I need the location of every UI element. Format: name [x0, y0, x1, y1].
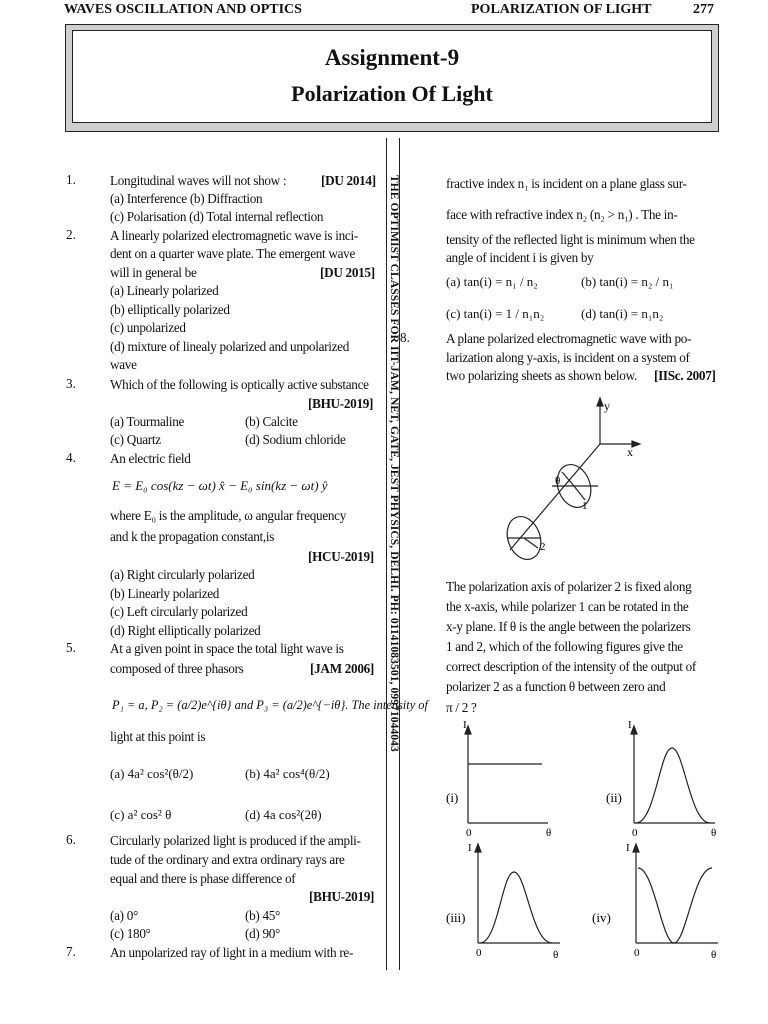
q8-para-line6: polarizer 2 as a function θ between zero and: [446, 679, 666, 694]
y-axis-arrow: [597, 398, 603, 406]
graph-iii-I-label: I: [468, 842, 472, 854]
graph-i-zero: 0: [466, 827, 472, 839]
q4-text: An electric field: [110, 451, 191, 466]
polarizer-1-axis: [562, 472, 574, 486]
q8-para-line2: the x-axis, while polarizer 1 can be rotated in the: [446, 599, 689, 614]
q8-line3: two polarizing sheets as shown below.: [446, 368, 637, 383]
q2-tag: [DU 2015]: [320, 265, 375, 280]
y-axis-label: y: [604, 399, 610, 413]
q8-tag: [IISc. 2007]: [654, 368, 716, 383]
polarizer-2-axis-b: [524, 538, 538, 548]
graph-iii-curve: [480, 872, 552, 943]
q1-tag: [DU 2014]: [321, 173, 376, 188]
q6-line3: equal and there is phase difference of: [110, 871, 296, 886]
q8-line1: A plane polarized electromagnetic wave with po-: [446, 331, 692, 346]
q4-tag: [HCU-2019]: [308, 549, 374, 564]
q2-option-d-cont: wave: [110, 357, 137, 372]
q2-option-b: (b) elliptically polarized: [110, 302, 230, 317]
q6-option-a: (a) 0°: [110, 908, 139, 923]
sidebar-text: THE OPTIMIST CLASSES FOR IIT-JAM, NET, GATE, JEST PHYSICS, DELHI. PH: 01141083501, 09971044043: [388, 175, 400, 752]
q2-option-a: (a) Linearly polarized: [110, 283, 219, 298]
q5-number: 5.: [66, 640, 76, 655]
graph-ii-label: (ii): [606, 790, 622, 805]
x-axis-arrow: [632, 441, 640, 447]
q2-line3: will in general be: [110, 265, 197, 280]
q2-number: 2.: [66, 227, 76, 242]
q5-option-c: (c) a² cos² θ: [110, 807, 172, 822]
graph-iv-y-arrow: [633, 844, 639, 852]
title-box: [65, 24, 719, 132]
q2-option-c: (c) unpolarized: [110, 320, 186, 335]
assignment-subtitle: Polarization Of Light: [291, 81, 493, 106]
graph-iv-label: (iv): [592, 910, 611, 925]
running-header-right: POLARIZATION OF LIGHT: [471, 2, 652, 17]
q4-option-a: (a) Right circularly polarized: [110, 567, 255, 582]
q3-option-d: (d) Sodium chloride: [245, 432, 346, 447]
q4-equation: E = E₀ cos(kz − ωt) x̂ − E₀ sin(kz − ωt) ŷ: [112, 478, 328, 493]
q3-option-a: (a) Tourmaline: [110, 414, 185, 429]
graph-i-I-label: I: [463, 719, 467, 731]
graph-ii-zero: 0: [632, 827, 638, 839]
q8-line2: larization along y-axis, is incident on a system of: [446, 350, 690, 365]
graph-i-label: (i): [446, 790, 459, 805]
graph-iv-curve: [638, 868, 712, 943]
graph-iii-label: (iii): [446, 910, 466, 925]
q3-option-c: (c) Quartz: [110, 432, 161, 447]
q5-option-a: (a) 4a² cos²(θ/2): [110, 766, 194, 781]
graph-iv-I-label: I: [626, 842, 630, 854]
q1-text: Longitudinal waves will not show :: [110, 173, 287, 188]
polarizer-1-axis-b: [574, 486, 585, 500]
q5-line1: At a given point in space the total light wave is: [110, 641, 344, 656]
q2-option-d: (d) mixture of linealy polarized and unpolarized: [110, 339, 349, 354]
intensity-graphs: [440, 718, 740, 968]
q5-line3: light at this point is: [110, 729, 206, 744]
q7-line1: An unpolarized ray of light in a medium with re-: [110, 945, 354, 960]
q8-number: 8.: [400, 330, 410, 345]
q8-para-line7: π / 2 ?: [446, 700, 477, 715]
graph-ii-y-arrow: [631, 726, 637, 734]
q4-where-line1: where E₀ is the amplitude, ω angular frequency: [110, 508, 347, 523]
q7-cont-line3: tensity of the reflected light is minimum when the: [446, 232, 695, 247]
polarizer-diagram: [490, 392, 670, 572]
assignment-title: Assignment-9: [324, 45, 460, 70]
x-axis-label: x: [627, 445, 633, 459]
theta-label: θ: [555, 475, 561, 487]
polarizer-1-label: 1: [582, 500, 588, 512]
q4-where-line2: and k the propagation constant,is: [110, 529, 275, 544]
q1-number: 1.: [66, 172, 76, 187]
q6-option-c: (c) 180°: [110, 926, 151, 941]
graph-ii-curve: [636, 748, 710, 823]
q6-option-b: (b) 45°: [245, 908, 281, 923]
graph-iv-theta: θ: [711, 949, 717, 961]
q8-para-line3: x-y plane. If θ is the angle between the polarizers: [446, 619, 691, 634]
q5-line2: composed of three phasors: [110, 661, 244, 676]
q2-line1: A linearly polarized electromagnetic wave is inci-: [110, 228, 358, 243]
q1-options-ab: (a) Interference (b) Diffraction: [110, 191, 263, 206]
q7-number: 7.: [66, 944, 76, 959]
q4-number: 4.: [66, 450, 76, 465]
q6-option-d: (d) 90°: [245, 926, 281, 941]
q2-line2: dent on a quarter wave plate. The emergent wave: [110, 246, 356, 261]
polarizer-2-label: 2: [540, 541, 546, 553]
q7-option-c: (c) tan(i) = 1 / n₁n₂: [446, 306, 545, 321]
q4-option-b: (b) Linearly polarized: [110, 586, 220, 601]
q8-para-line1: The polarization axis of polarizer 2 is fixed along: [446, 579, 692, 594]
q7-option-d: (d) tan(i) = n₁n₂: [581, 306, 664, 321]
q3-text: Which of the following is optically active substance: [110, 377, 369, 392]
graph-i-theta: θ: [546, 827, 552, 839]
q7-option-a: (a) tan(i) = n₁ / n₂: [446, 274, 538, 289]
q5-phasor-equation: P₁ = a, P₂ = (a/2)e^{iθ} and P₃ = (a/2)e^{−iθ}. The intensity of: [112, 698, 428, 712]
q8-para-line4: 1 and 2, which of the following figures give the: [446, 639, 683, 654]
q3-option-b: (b) Calcite: [245, 414, 298, 429]
q5-tag: [JAM 2006]: [310, 661, 375, 676]
q1-options-cd: (c) Polarisation (d) Total internal reflection: [110, 209, 324, 224]
graph-iii-zero: 0: [476, 947, 482, 959]
graph-iii-y-arrow: [475, 844, 481, 852]
q6-line2: tude of the ordinary and extra ordinary rays are: [110, 852, 345, 867]
q6-number: 6.: [66, 832, 76, 847]
q7-cont-line2: face with refractive index n₂ (n₂ > n₁) . The in-: [446, 207, 678, 222]
q5-option-b: (b) 4a² cos⁴(θ/2): [245, 766, 330, 781]
graph-ii-I-label: I: [628, 719, 632, 731]
q8-para-line5: correct description of the intensity of the output of: [446, 659, 696, 674]
running-header-left: WAVES OSCILLATION AND OPTICS: [64, 2, 302, 17]
q6-line1: Circularly polarized light is produced if the ampli-: [110, 833, 361, 848]
q3-number: 3.: [66, 376, 76, 391]
q6-tag: [BHU-2019]: [309, 889, 375, 904]
q4-option-d: (d) Right elliptically polarized: [110, 623, 261, 638]
propagation-line: [510, 444, 600, 550]
sidebar-watermark: [386, 175, 400, 825]
q7-cont-line4: angle of incident i is given by: [446, 250, 594, 265]
page-number: 277: [693, 2, 714, 17]
graph-ii-theta: θ: [711, 827, 717, 839]
q3-tag: [BHU-2019]: [308, 396, 374, 411]
q4-option-c: (c) Left circularly polarized: [110, 604, 248, 619]
q7-cont-line1: fractive index n₁ is incident on a plane glass sur-: [446, 176, 687, 191]
q5-option-d: (d) 4a cos²(2θ): [245, 807, 322, 822]
graph-iv-zero: 0: [634, 947, 640, 959]
graph-iii-theta: θ: [553, 949, 559, 961]
q7-option-b: (b) tan(i) = n₂ / n₁: [581, 274, 674, 289]
